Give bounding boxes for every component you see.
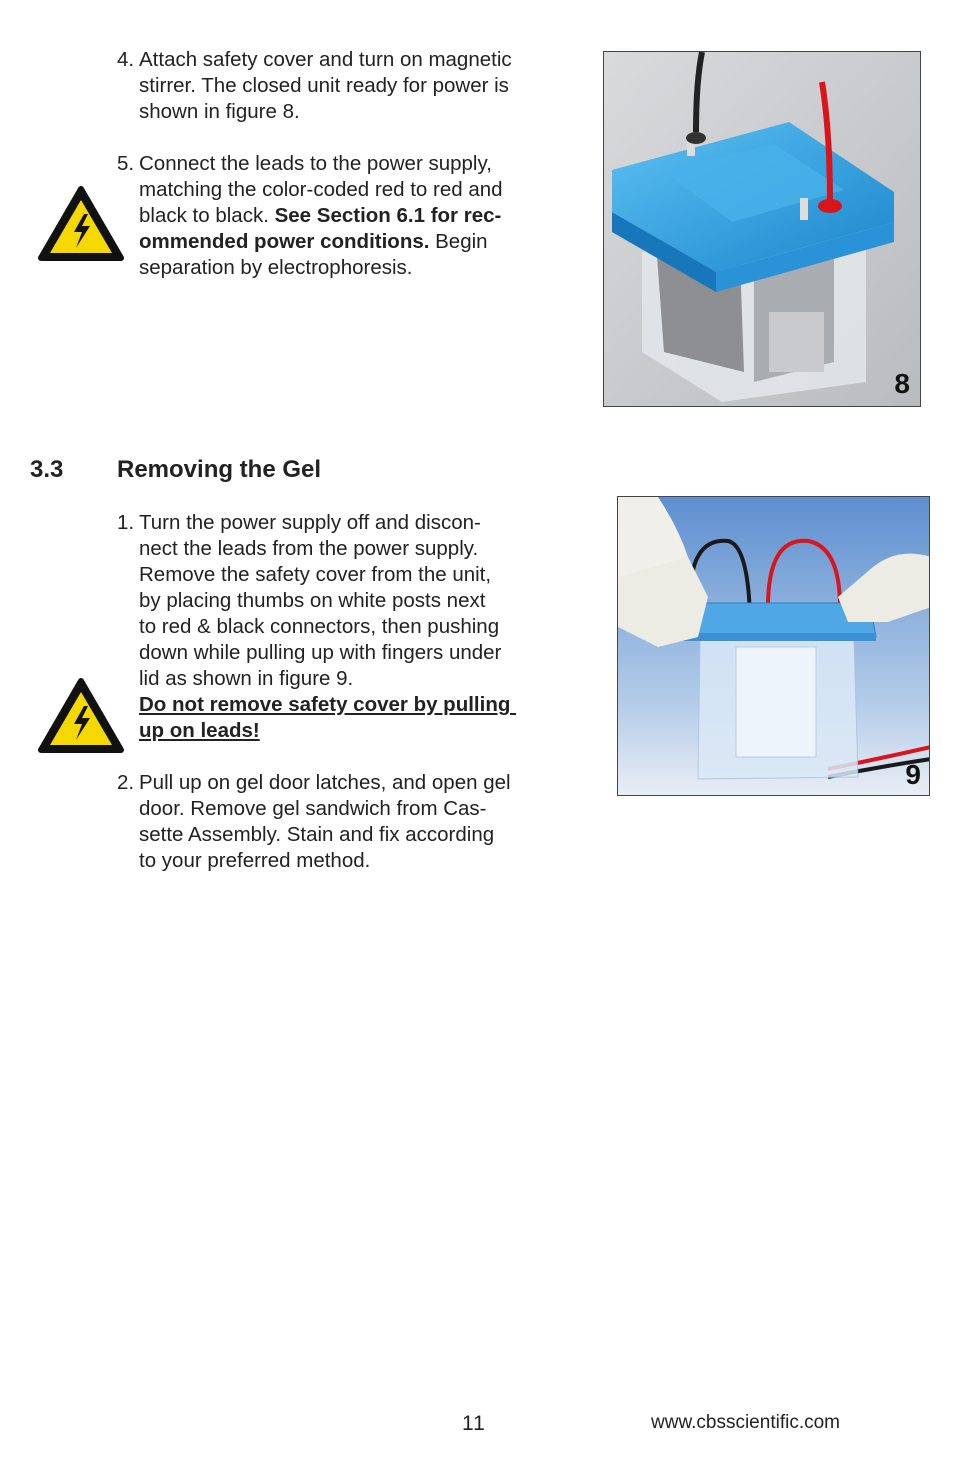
step-1 — [117, 510, 557, 750]
text-line: to red & black connectors, then pushing — [139, 615, 500, 638]
electrical-hazard-icon — [38, 186, 124, 262]
warning-note: up on leads! — [139, 719, 260, 742]
figure-8-image — [603, 51, 921, 407]
step-text — [139, 47, 512, 125]
text-line: by placing thumbs on white posts next — [139, 589, 486, 612]
warning-note: Do not remove safety cover by pulling — [139, 693, 517, 716]
step-4 — [117, 47, 557, 127]
text-line: matching the color-coded red to red and — [139, 178, 503, 201]
text-line: separation by electrophoresis. — [139, 256, 413, 279]
text-line: Pull up on gel door latches, and open gel — [139, 771, 511, 794]
text-line: sette Assembly. Stain and fix according — [139, 823, 495, 846]
figure-number: 8 — [894, 368, 910, 399]
step-number: 4. — [117, 48, 135, 71]
figure-number: 9 — [905, 759, 921, 790]
step-number: 2. — [117, 771, 135, 794]
step-number: 1. — [117, 511, 135, 534]
text-line: door. Remove gel sandwich from Cas- — [139, 797, 487, 820]
text-line — [139, 229, 503, 255]
step-number: 5. — [117, 152, 135, 175]
text-line — [139, 203, 503, 229]
step-text — [139, 770, 511, 874]
step-2 — [117, 770, 557, 880]
text-line: lid as shown in figure 9. — [139, 667, 354, 690]
section-title: Removing the Gel — [117, 456, 322, 483]
step-text — [139, 510, 516, 744]
text-run: black to black. — [139, 204, 275, 227]
text-line: nect the leads from the power supply. — [139, 537, 479, 560]
bold-text: ommended power conditions. — [139, 230, 430, 253]
website-url[interactable]: www.cbsscientific.com — [651, 1412, 840, 1433]
page-number: 11 — [462, 1412, 486, 1435]
text-line: Remove the safety cover from the unit, — [139, 563, 492, 586]
section-number: 3.3 — [30, 456, 64, 483]
step-5 — [117, 151, 557, 286]
text-line: shown in figure 8. — [139, 100, 300, 123]
electrical-hazard-icon — [38, 678, 124, 754]
text-line: Turn the power supply off and discon- — [139, 511, 481, 534]
text-line: to your preferred method. — [139, 849, 371, 872]
text-line: Connect the leads to the power supply, — [139, 152, 492, 175]
text-run: Begin — [429, 230, 488, 253]
text-line: down while pulling up with fingers under — [139, 641, 502, 664]
text-line: Attach safety cover and turn on magnetic — [139, 48, 512, 71]
bold-text: See Section 6.1 for rec- — [274, 204, 502, 227]
step-text — [139, 151, 503, 281]
text-line: stirrer. The closed unit ready for power is — [139, 74, 509, 97]
figure-9-image — [617, 496, 930, 796]
